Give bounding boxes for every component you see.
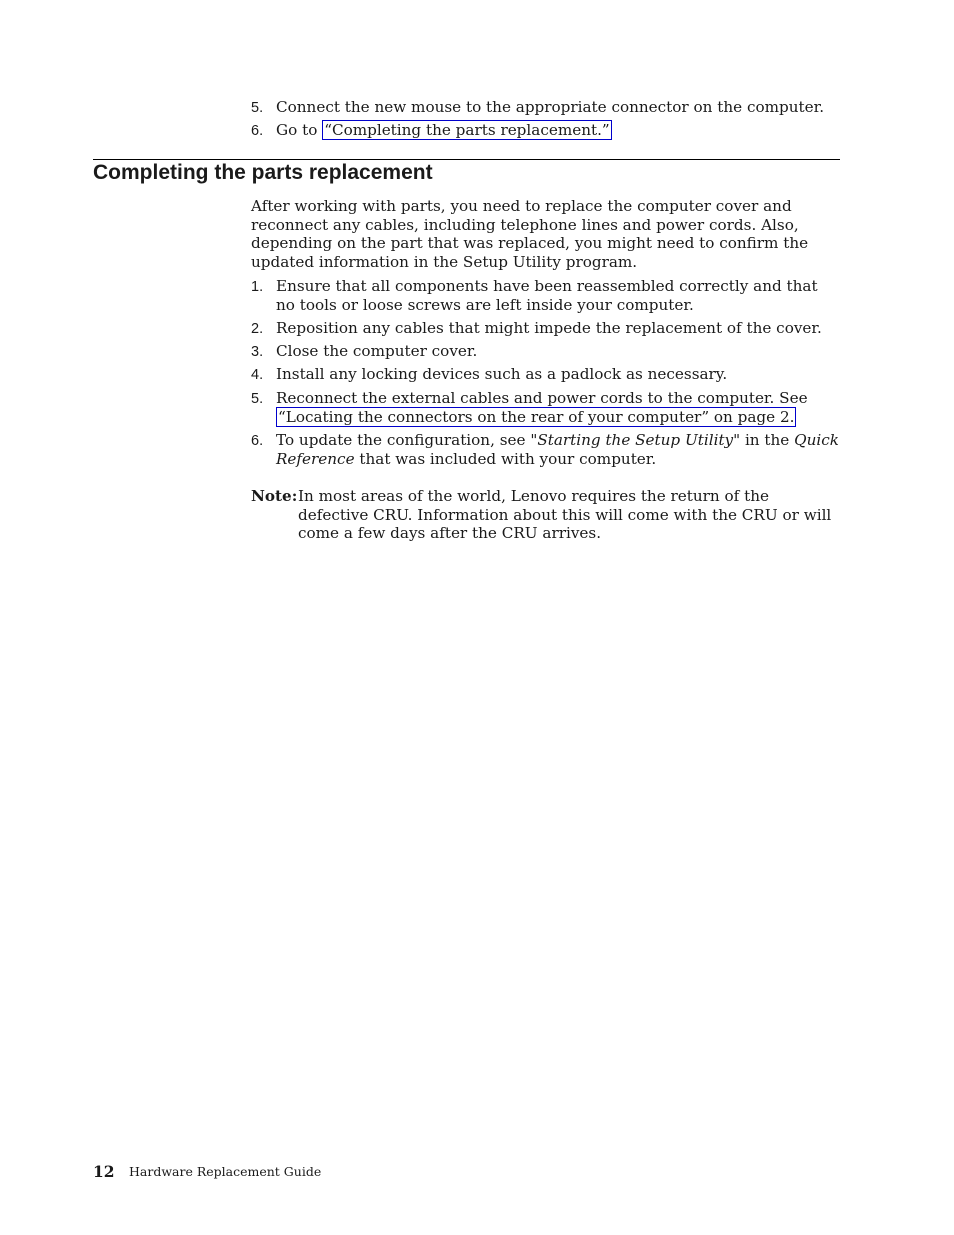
locating-connectors-link[interactable]: “Locating the connectors on the rear of your computer” on page 2. <box>278 407 795 426</box>
step-number: 3. <box>251 344 264 360</box>
intro-paragraph: After working with parts, you need to replace the computer cover and reconnect any cables, including telephone lines and power cords. Also, depending on the part that was replaced, you might need to confirm the updated information in the Setup Utility program. <box>251 197 809 271</box>
list-text-prefix: Go to <box>276 121 323 139</box>
list-number: 6. <box>251 123 264 139</box>
step-number: 4. <box>251 367 264 383</box>
step-text-mid: in the <box>740 431 795 449</box>
step-text: Reposition any cables that might impede the replacement of the cover. <box>276 319 822 337</box>
section-divider <box>93 159 840 160</box>
step-text-suffix: that was included with your computer. <box>354 449 657 468</box>
quick-reference-title: Quick Reference <box>276 431 839 468</box>
step-text: Install any locking devices such as a padlock as necessary. <box>276 365 728 383</box>
page-number: 12 <box>93 1162 115 1181</box>
step-number: 2. <box>251 321 264 337</box>
list-text <box>276 121 841 140</box>
note-label: Note: <box>251 487 298 505</box>
setup-utility-reference: "Starting the Setup Utility" <box>530 431 741 449</box>
note-text: In most areas of the world, Lenovo requires the return of the defective CRU. Information about this will come with the CRU or will come a few days after the CRU arrives. <box>298 487 832 542</box>
section-heading: Completing the parts replacement <box>93 161 433 184</box>
list-number: 5. <box>251 100 264 116</box>
step-number: 1. <box>251 279 264 295</box>
step-text: Ensure that all components have been reassembled correctly and that no tools or loose screws are left inside your computer. <box>276 277 818 314</box>
step-text-prefix: Reconnect the external cables and power cords to the computer. See <box>276 389 808 407</box>
completing-parts-link[interactable]: “Completing the parts replacement.” <box>324 121 610 139</box>
step-number: 5. <box>251 391 264 407</box>
step-text <box>276 389 841 426</box>
step-text-prefix: To update the configuration, see <box>276 431 531 449</box>
step-text: Close the computer cover. <box>276 342 478 360</box>
step-text <box>276 431 841 468</box>
footer-title: Hardware Replacement Guide <box>129 1164 322 1179</box>
list-text: Connect the new mouse to the appropriate connector on the computer. <box>276 98 825 116</box>
step-number: 6. <box>251 433 264 449</box>
